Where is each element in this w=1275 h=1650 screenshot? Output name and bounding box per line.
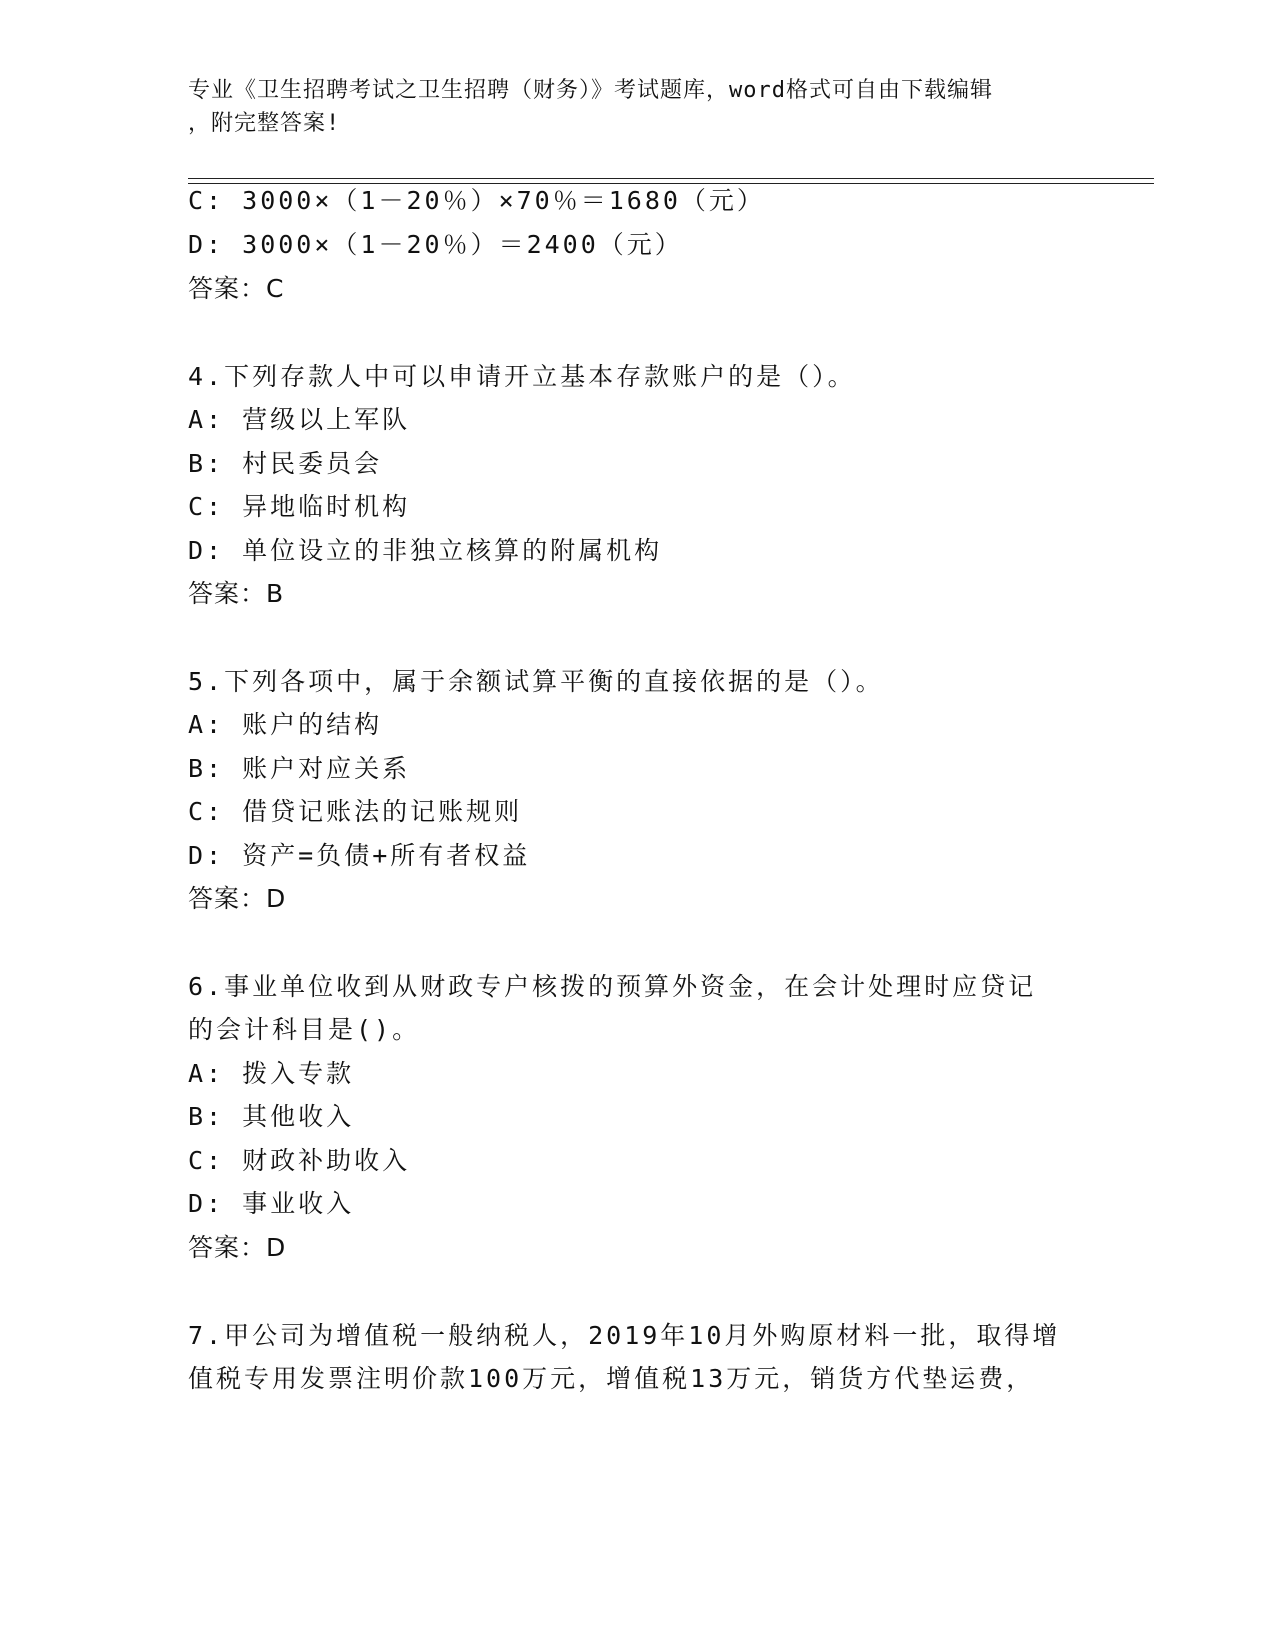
q6-option-c: C: 财政补助收入 (188, 1146, 411, 1175)
q5-option-c: C: 借贷记账法的记账规则 (188, 797, 523, 826)
q5-stem: 5.下列各项中，属于余额试算平衡的直接依据的是（）。 (188, 667, 884, 696)
q5-option-a: A: 账户的结构 (188, 710, 383, 739)
q7-stem-line1: 7.甲公司为增值税一般纳税人，2019年10月外购原材料一批，取得增 (188, 1321, 1061, 1350)
document-header (188, 74, 1088, 140)
header-title-line1: 专业《卫生招聘考试之卫生招聘（财务）》考试题库，word格式可自由下载编辑 (188, 78, 993, 103)
q6-option-d: D: 事业收入 (188, 1189, 355, 1218)
q5-answer: 答案：D (188, 884, 287, 913)
prev-answer: 答案：C (188, 274, 285, 303)
q4-stem: 4.下列存款人中可以申请开立基本存款账户的是（）。 (188, 362, 856, 391)
q4-option-c: C: 异地临时机构 (188, 492, 411, 521)
q4-option-d: D: 单位设立的非独立核算的附属机构 (188, 536, 663, 565)
q6-answer: 答案：D (188, 1233, 287, 1262)
q6-option-b: B: 其他收入 (188, 1102, 355, 1131)
q6-stem-line2: 的会计科目是()。 (188, 1015, 421, 1044)
q4-option-a: A: 营级以上军队 (188, 405, 411, 434)
q5-option-d: D: 资产=负债+所有者权益 (188, 841, 531, 870)
prev-option-c: C: 3000×（1－20％）×70％＝1680（元） (188, 186, 765, 215)
prev-option-d: D: 3000×（1－20％）＝2400（元） (188, 230, 683, 259)
header-divider-top (188, 178, 1154, 179)
header-title-line2: ，附完整答案! (188, 111, 341, 136)
q4-answer: 答案：B (188, 579, 285, 608)
q6-stem-line1: 6.事业单位收到从财政专户核拨的预算外资金，在会计处理时应贷记 (188, 972, 1037, 1001)
q4-option-b: B: 村民委员会 (188, 449, 383, 478)
q6-option-a: A: 拨入专款 (188, 1059, 355, 1088)
q7-stem-line2: 值税专用发票注明价款100万元，增值税13万元，销货方代垫运费， (188, 1364, 1035, 1393)
q5-option-b: B: 账户对应关系 (188, 754, 411, 783)
